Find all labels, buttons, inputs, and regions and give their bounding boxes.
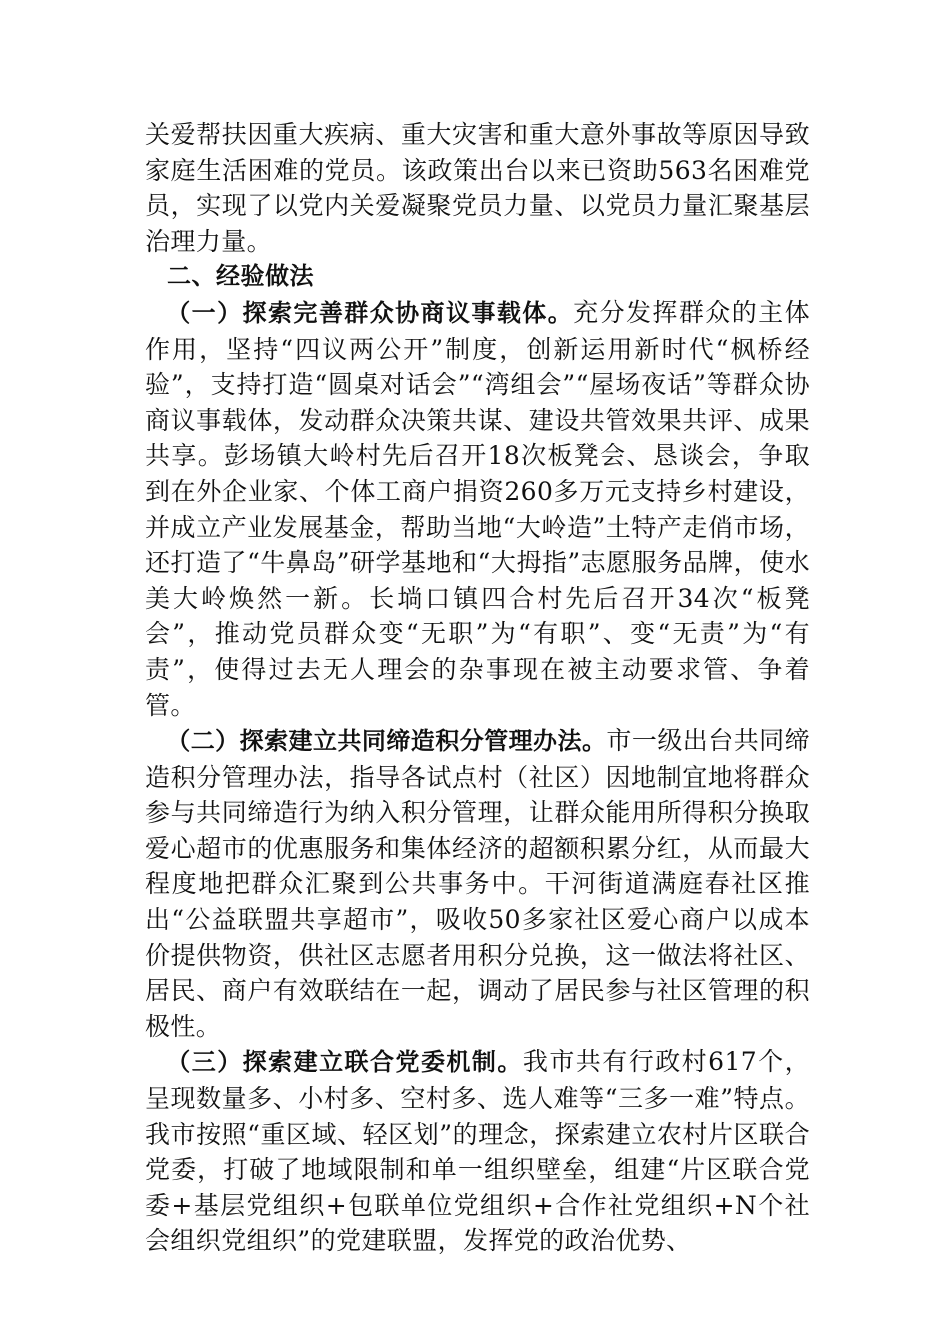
item-paragraph-3 [145, 1044, 810, 1259]
item-lead-3: （三）探索建立联合党委机制。 [166, 1048, 523, 1077]
section-heading: 二、经验做法 [167, 262, 314, 291]
document-body [145, 117, 810, 1259]
item-paragraph-2 [145, 723, 810, 1044]
intro-paragraph: 关爱帮扶因重大疾病、重大灾害和重大意外事故等原因导致家庭生活困难的党员。该政策出台以来已资助563名困难党员，实现了以党内关爱凝聚党员力量、以党员力量汇聚基层治理力量。 [145, 120, 810, 256]
item-body-3: 我市共有行政村617个，呈现数量多、小村多、空村多、选人难等“三多一难”特点。我市按照“重区域、轻区划”的理念，探索建立农村片区联合党委，打破了地域限制和单一组织壁垒，组建“片区联合党委+基层党组织+包联单位党组织+合作社党组织+N个社会组织党组织”的党建联盟，发挥党的政治优势、 [145, 1047, 810, 1256]
item-body-1: 充分发挥群众的主体作用，坚持“四议两公开”制度，创新运用新时代“枫桥经验”，支持打造“圆桌对话会”“湾组会”“屋场夜话”等群众协商议事载体，发动群众决策共谋、建设共管效果共评、成果共享。彭场镇大岭村先后召开18次板凳会、恳谈会，争取到在外企业家、个体工商户捐资260多万元支持乡村建设，并成立产业发展基金，帮助当地“大岭造”土特产走俏市场，还打造了“牛鼻岛”研学基地和“大拇指”志愿服务品牌，使水美大岭焕然一新。长埫口镇四合村先后召开34次“板凳会”，推动党员群众变“无职”为“有职”、变“无责”为“有责”，使得过去无人理会的杂事现在被主动要求管、争着管。 [145, 297, 810, 720]
item-lead-2: （二）探索建立共同缔造积分管理办法。 [166, 727, 607, 756]
item-body-2: 市一级出台共同缔造积分管理办法，指导各试点村（社区）因地制宜地将群众参与共同缔造行为纳入积分管理，让群众能用所得积分换取爱心超市的优惠服务和集体经济的超额积累分红，从而最大程度地把群众汇聚到公共事务中。干河街道满庭春社区推出“公益联盟共享超市”，吸收50多家社区爱心商户以成本价提供物资，供社区志愿者用积分兑换，这一做法将社区、居民、商户有效联结在一起，调动了居民参与社区管理的积极性。 [145, 726, 810, 1041]
item-paragraph-1 [145, 295, 810, 723]
item-lead-1: （一）探索完善群众协商议事载体。 [166, 298, 574, 327]
